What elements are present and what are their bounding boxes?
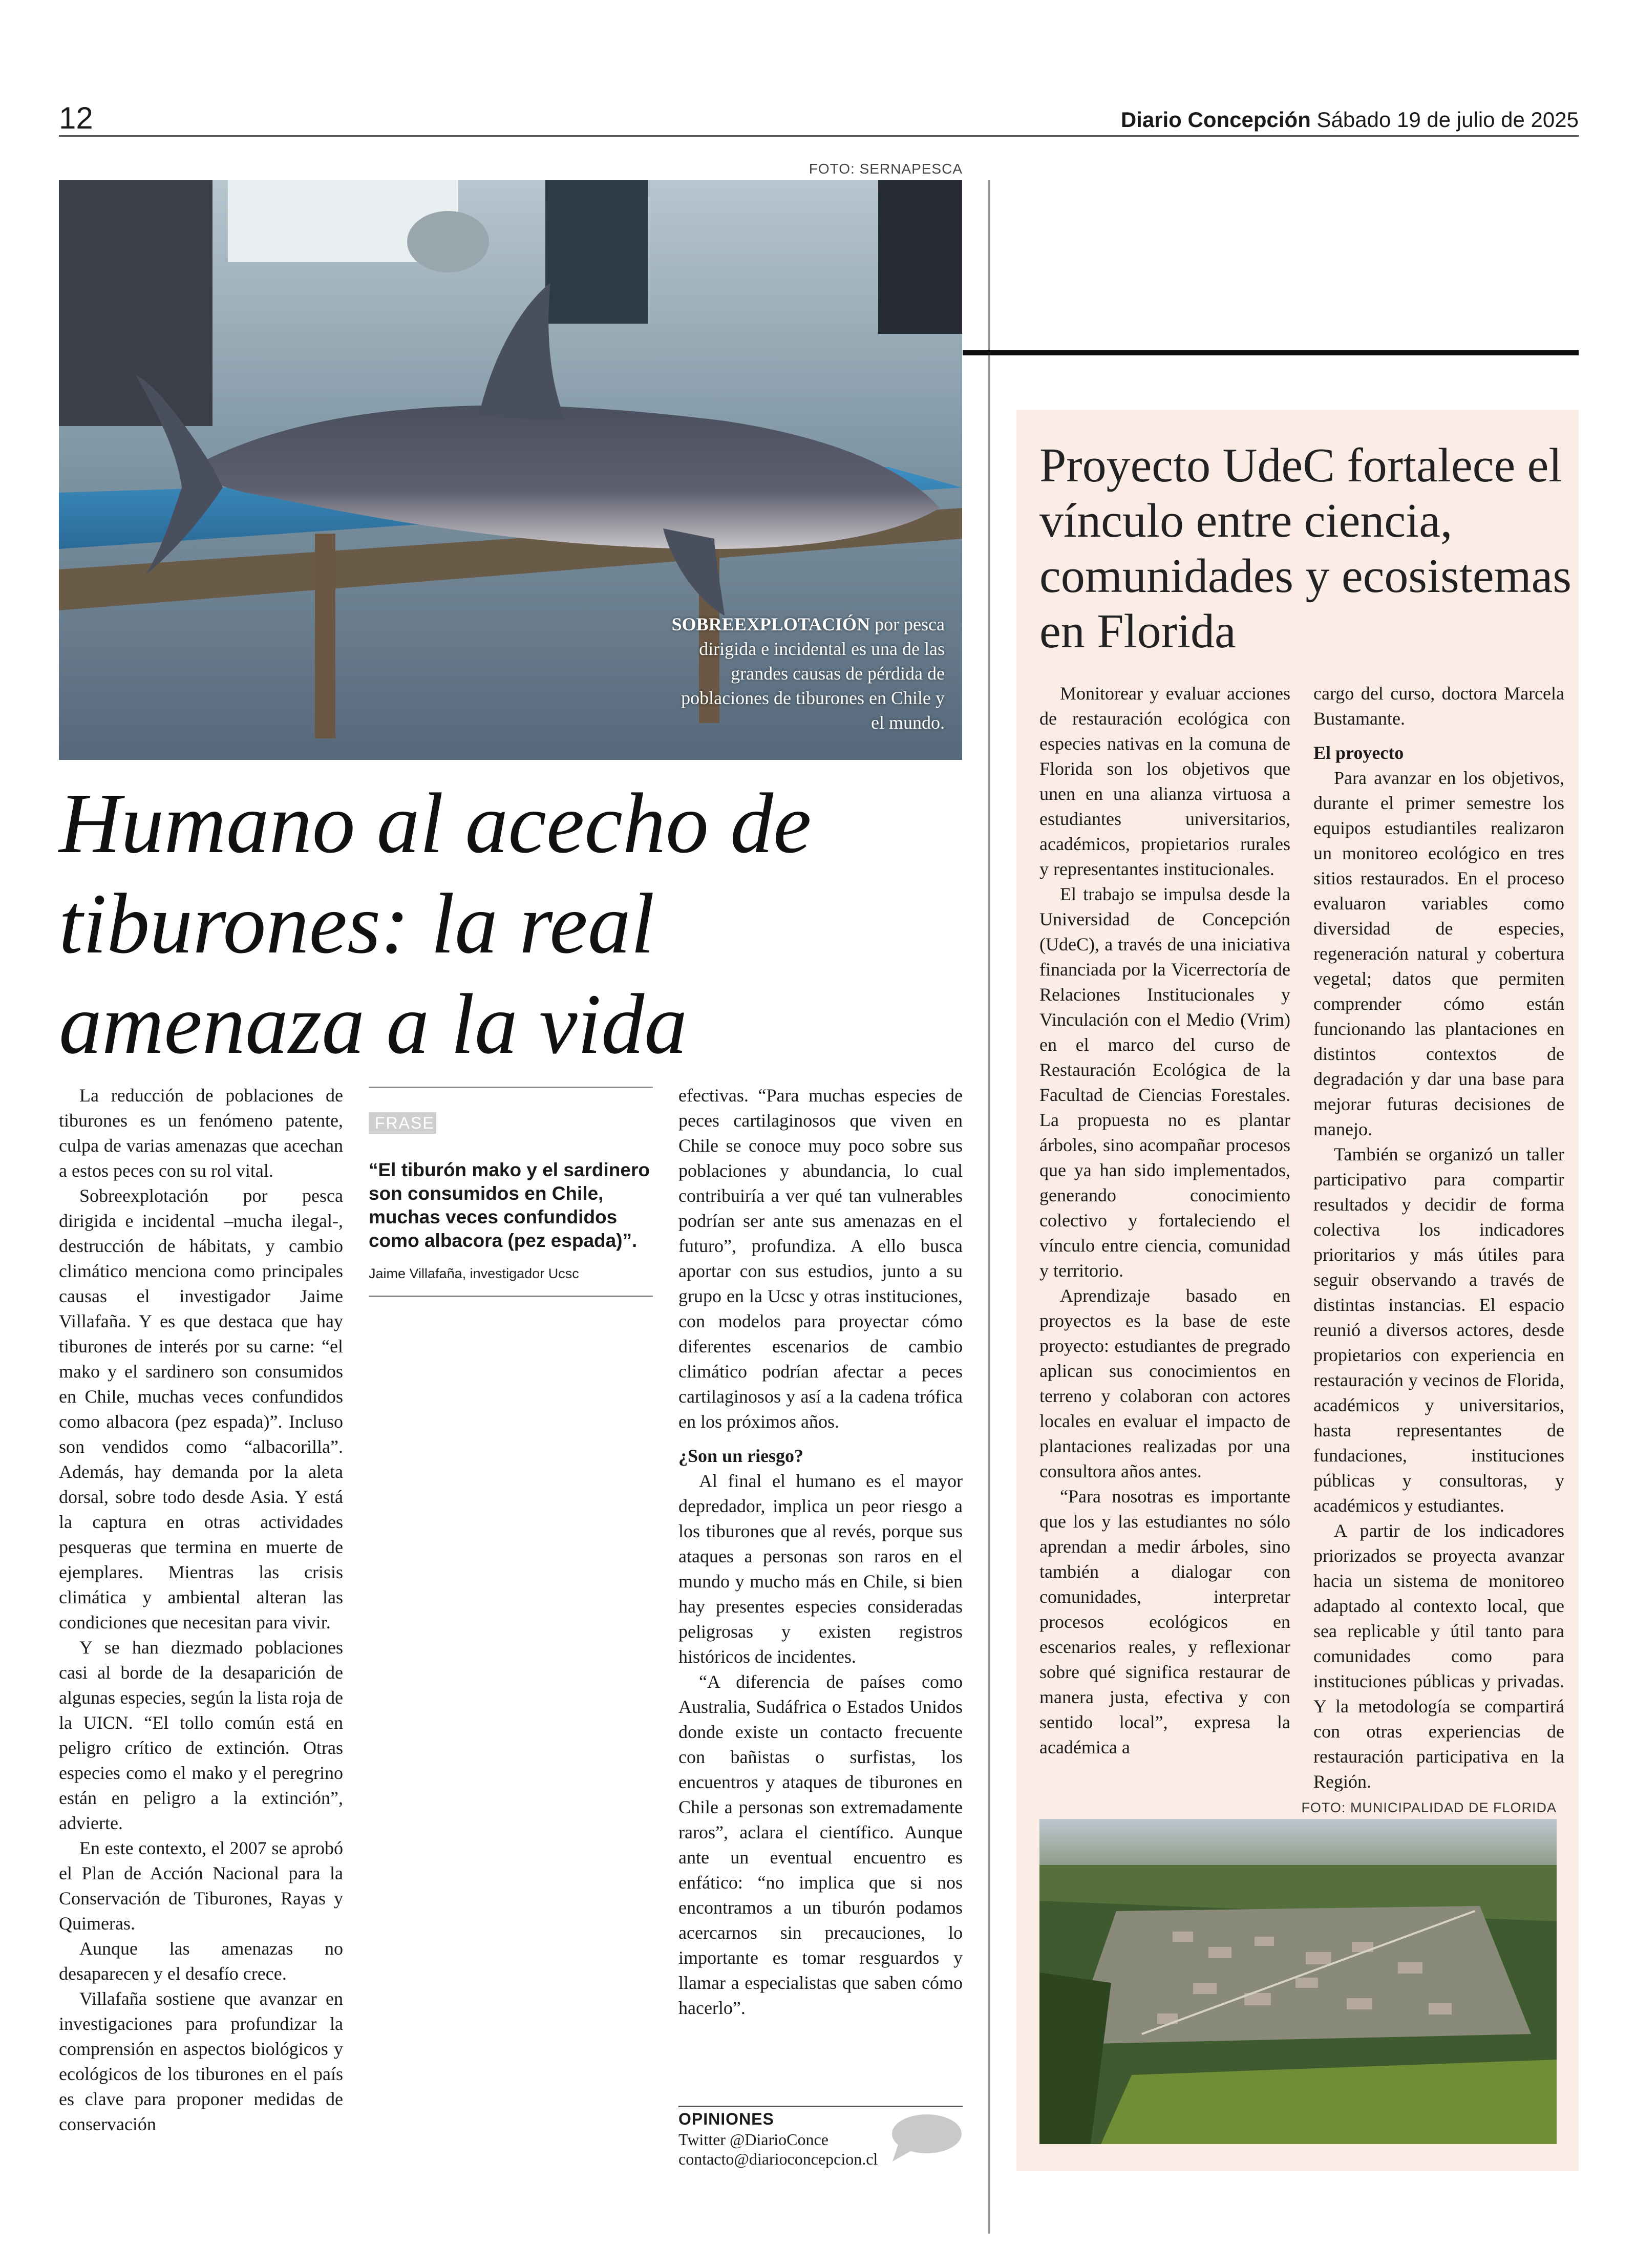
paragraph: “A diferencia de países como Australia, Sudáfrica o Estados Unidos donde existe un contacto frecuente con bañistas o surfistas, los encuentros y ataques de tiburones en Chile a personas son extremadamente raros”, aclara el científico. Aunque ante un eventual encuentro es enfático: “no implica que si nos encontramos a un tiburón podamos acercarnos sin precauciones, lo importante es tomar resguardos y llamar a especialistas que saben cómo hacerlo”. (678, 1671, 963, 2018)
paragraph: Aunque las amenazas no desaparecen y el desafío crece. (59, 1938, 343, 1984)
photo-credit: FOTO: MUNICIPALIDAD DE FLORIDA (1301, 1800, 1557, 1815)
pull-quote: “El tiburón mako y el sardinero son consumidos en Chile, muchas veces confundidos como albacora (pez espada)”. (369, 1159, 650, 1251)
opinions-email: contacto@diarioconcepcion.cl (678, 2150, 878, 2168)
side-article-column-1 (1039, 681, 1290, 1760)
paragraph: Villafaña sostiene que avanzar en investigaciones para profundizar la comprensión en aspectos biológicos y ecológicos de los tiburones en el país es clave para proponer medidas de conservación (59, 1988, 343, 2134)
page-number: 12 (59, 101, 93, 135)
side-article-column-2 (1313, 681, 1564, 1794)
article-column-3 (678, 1083, 963, 2021)
paragraph: Y se han diezmado poblaciones casi al borde de la desaparición de algunas especies, según la lista roja de la UICN. “El tollo común está en peligro crítico de extinción. Otras especies como el mako y el peregrino están en peligro a la extinción”, advierte. (59, 1637, 343, 1833)
column-divider (988, 180, 990, 2234)
paragraph: Sobreexplotación por pesca dirigida e incidental –mucha ilegal-, destrucción de hábitats, y cambio climático menciona como principales causas el investigador Jaime Villafaña. Y es que destaca que hay tiburones de interés por su carne: “el mako y el sardinero son consumidos en Chile, muchas veces confundidos como albacora (pez espada)”. Incluso son vendidos como “albacorilla”. Además, hay demanda por la aleta dorsal, sobre todo desde Asia. Y está la captura en otras actividades pesqueras que termina en muerte de ejemplares. Mientras las crisis climática y ambiental alteran las condiciones que necesitan para vivir. (59, 1185, 343, 1633)
paragraph: cargo del curso, doctora Marcela Bustamante. (1313, 683, 1564, 729)
quote-label: FRASE (369, 1112, 436, 1134)
article-headline: Humano al acecho de tiburones: la real amenaza a la vida (59, 776, 812, 1072)
photo-caption: SOBREEXPLOTACIÓN por pesca dirigida e incidental es una de las grandes causas de pérdida de poblaciones de tiburones en Chile y el mundo. (671, 614, 945, 733)
issue-date: Sábado 19 de julio de 2025 (1316, 108, 1579, 132)
subheading: ¿Son un riesgo? (678, 1446, 804, 1466)
quote-rule-top (369, 1087, 653, 1088)
quote-rule-bottom (369, 1296, 653, 1297)
section-rule (963, 350, 1579, 355)
paragraph: efectivas. “Para muchas especies de peces cartilaginosos que viven en Chile se conoce muy poco sobre sus poblaciones y abundancia, lo cual contribuiría a ver qué tan vulnerables podrían ser ante sus amenazas en el futuro”, profundiza. A ello busca aportar con sus estudios, junto a su grupo en la Ucsc y otras instituciones, con modelos para proyectar cómo diferentes escenarios de cambio climático podrían afectar a peces cartilaginosos y así a la cadena trófica en los próximos años. (678, 1085, 963, 1432)
newspaper-name: Diario Concepción (1120, 108, 1311, 132)
side-article-headline: Proyecto UdeC fortalece el vínculo entre ciencia, comunidades y ecosistemas en Florida (1039, 439, 1571, 658)
florida-aerial-image (1039, 1819, 1557, 2144)
opinions-title: OPINIONES (678, 2110, 774, 2128)
paragraph: Aprendizaje basado en proyectos es la base de este proyecto: estudiantes de pregrado aplican sus conocimientos en terreno y colaboran con actores locales en evaluar el impacto de plantaciones realizadas por una consultora años antes. (1039, 1285, 1290, 1481)
paragraph: También se organizó un taller participativo para compartir resultados y decidir de forma colectiva los indicadores prioritarios y más útiles para seguir observando a través de distintas instancias. El espacio reunió a diversos actores, desde propietarios con experiencia en restauración y vecinos de Florida, académicos y universitarios, hasta representantes de fundaciones, instituciones públicas y consultoras, y académicos y estudiantes. (1313, 1144, 1564, 1516)
florida-aerial-photo (1039, 1819, 1557, 2144)
article-column-1 (59, 1083, 343, 2137)
paragraph: “Para nosotras es importante que los y las estudiantes no sólo aprendan a medir árboles, sino también a dialogar con comunidades, interpretar procesos ecológicos en escenarios reales, y reflexionar sobre qué significa restaurar de manera justa, efectiva y con sentido local”, expresa la académica a (1039, 1486, 1290, 1757)
paragraph: La reducción de poblaciones de tiburones es un fenómeno patente, culpa de varias amenazas que acechan a estos peces con su rol vital. (59, 1085, 343, 1181)
quote-author: Jaime Villafaña, investigador Ucsc (369, 1266, 579, 1281)
speech-bubble-icon (888, 2112, 963, 2164)
paragraph: Para avanzar en los objetivos, durante el primer semestre los equipos estudiantiles realizaron un monitoreo ecológico en tres sitios restaurados. En el proceso evaluaron variables como diversidad de especies, regeneración natural y cobertura vegetal; datos que permiten comprender cómo están funcionando las plantaciones en distintos contextos de degradación y dar una base para mejorar futuras decisiones de manejo. (1313, 768, 1564, 1139)
photo-credit: FOTO: SERNAPESCA (809, 161, 963, 177)
masthead (1121, 108, 1579, 132)
paragraph: A partir de los indicadores priorizados se proyecta avanzar hacia un sistema de monitoreo adaptado al contexto local, que sea replicable y útil tanto para comunidades como para instituciones públicas y privadas. Y la metodología se compartirá con otras experiencias de restauración participativa en la Región. (1313, 1520, 1564, 1792)
paragraph: El trabajo se impulsa desde la Universidad de Concepción (UdeC), a través de una iniciativa financiada por la Vicerrectoría de Relaciones Institucionales y Vinculación con el Medio (Vrim) en el marco del curso de Restauración Ecológica de la Facultad de Ciencias Forestales. La propuesta no es plantar árboles, sino acompañar procesos que ya han sido implementados, generando conocimiento colectivo y fortaleciendo el vínculo entre ciencia, comunidad y territorio. (1039, 884, 1290, 1281)
opinions-twitter: Twitter @DiarioConce (678, 2130, 828, 2149)
header-rule (59, 135, 1579, 137)
paragraph: En este contexto, el 2007 se aprobó el Plan de Acción Nacional para la Conservación de Tiburones, Rayas y Quimeras. (59, 1838, 343, 1934)
subheading: El proyecto (1313, 743, 1404, 763)
paragraph: Monitorear y evaluar acciones de restauración ecológica con especies nativas en la comuna de Florida son los objetivos que unen en una alianza virtuosa a estudiantes universitarios, académicos, propietarios rurales y representantes institucionales. (1039, 683, 1290, 879)
paragraph: Al final el humano es el mayor depredador, implica un peor riesgo a los tiburones que al revés, porque sus ataques a personas son raros en el mundo y mucho más en Chile, si bien hay presentes especies consideradas peligrosas y existen registros históricos de incidentes. (678, 1471, 963, 1667)
opinions-rule (678, 2106, 963, 2107)
